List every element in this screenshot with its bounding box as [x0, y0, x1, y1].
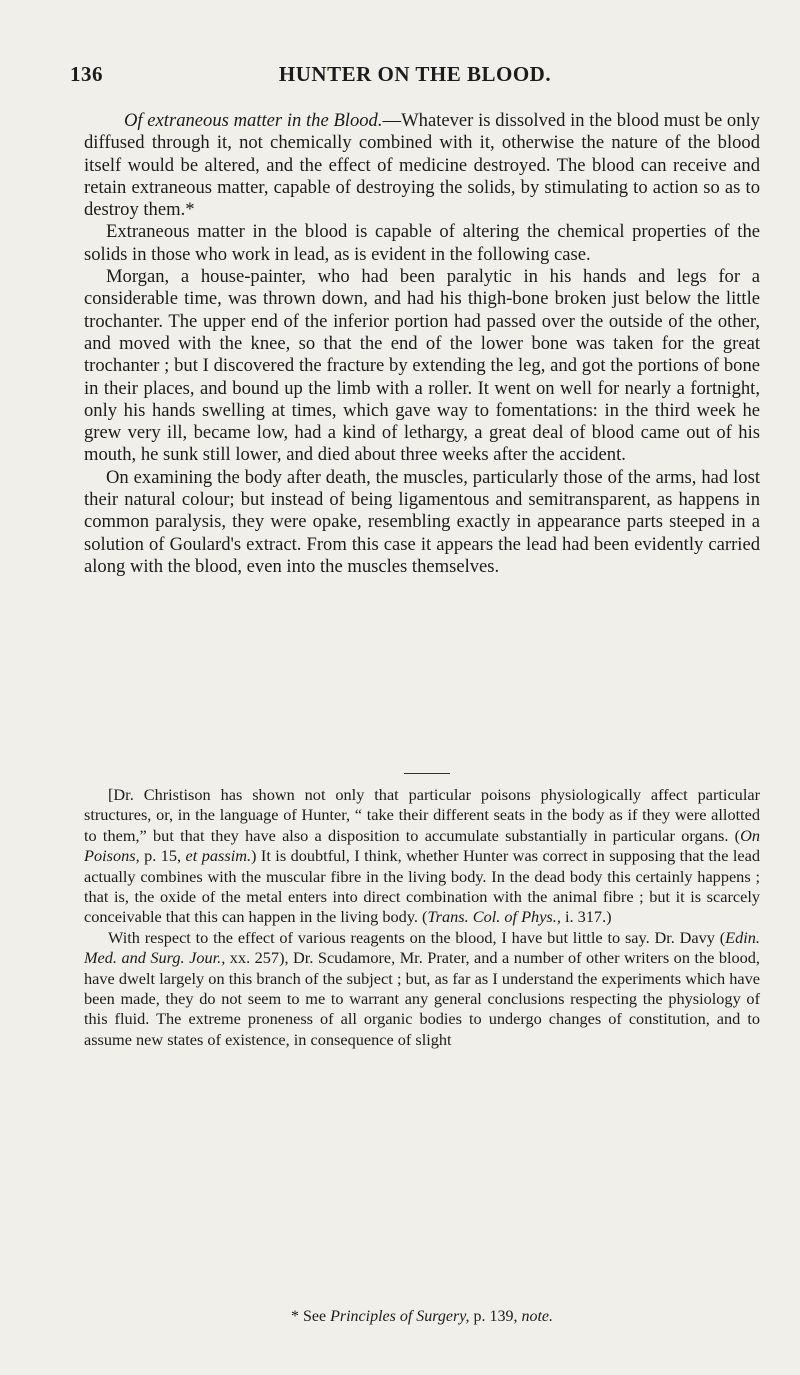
note-text-segment: [Dr. Christison has shown not only that particular poisons physiologically affect particular structures, or, in the language of Hunter, “ take their different seats in the body as if they were allotted to them,” but that they have also a disposition to accumulate substantially in particular organs. ( [84, 785, 760, 845]
paragraph-text: —Whatever is dissolved in the blood must be only diffused through it, not chemically combined with it, otherwise the nature of the blood itself would be altered, and the effect of medicine destroyed. The blood can receive and retain extraneous matter, capable of destroying the solids, by stimulating to action so as to destroy them.* [84, 110, 760, 221]
note-text-segment: ) It is doubtful, I think, whether Hunter was correct in supposing that the lead actually combines with the muscular fibre in the living body. In the dead body this certainly happens ; that is, the oxide of the metal enters into direct combination with the animal fibre ; but it is scarcely conceivable that this can happen in the living body. ( [84, 846, 760, 927]
citation: Edin. Med. and Surg. Jour., [84, 927, 760, 968]
paragraph-lead-workers: Extraneous matter in the blood is capable of altering the chemical properties of the solids in those who work in lead, as is evident in the following case. [84, 221, 760, 265]
footnote-text: note. [521, 1308, 554, 1325]
paragraph-post-mortem: On examining the body after death, the muscles, particularly those of the arms, had lost their natural colour; but instead of being ligamentous and semitransparent, as happens in common paralysis, they were opake, resembling exactly in appearance parts steeped in a solution of Goulard's extract. From this case it appears the lead had been evidently carried along with the blood, even into the muscles themselves. [84, 466, 760, 577]
citation: Trans. Col. of Phys., [427, 907, 561, 927]
note-paragraph-reagents [84, 928, 760, 1050]
note-paragraph-christison [84, 785, 760, 928]
section-heading: Of extraneous matter in the Blood. [124, 110, 383, 131]
main-text [84, 110, 760, 578]
page-number: 136 [70, 62, 103, 86]
editor-note [84, 785, 760, 1050]
page-header [70, 62, 760, 92]
running-title: HUNTER ON THE BLOOD. [278, 62, 552, 86]
note-text-segment: p. 15, [139, 846, 186, 866]
paragraph-morgan-case: Morgan, a house-painter, who had been paralytic in his hands and legs for a considerable time, was thrown down, and had his thigh-bone broken just below the little trochanter. The upper end of the inferior portion had passed over the outside of the other, and moved with the knee, so that the end of the lower bone was taken for the great trochanter ; but I discovered the fracture by extending the leg, and got the portions of bone in their places, and bound up the limb with a roller. It went on well for nearly a fortnight, only his hands swelling at times, which gave way to fomentations: in the third week he grew very ill, became low, had a kind of lethargy, a great deal of blood came out of his mouth, he sunk still lower, and died about three weeks after the accident. [84, 266, 760, 466]
footnote-text: p. 139, [469, 1308, 522, 1325]
footnote-citation: Principles of Surgery, [330, 1308, 470, 1325]
citation: On Poisons, [84, 825, 760, 866]
footnote-text: * See [290, 1308, 331, 1325]
section-divider [404, 773, 450, 774]
note-text-segment: xx. 257), Dr. Scudamore, Mr. Prater, and a number of other writers on the blood, have dwelt largely on this branch of the subject ; but, as far as I understand the experiments which have been made, they do not seem to me to warrant any general conclusions respecting the physiology of this fluid. The extreme proneness of all organic bodies to undergo changes of constitution, and to assume new states of existence, in consequence of slight [84, 948, 760, 1049]
paragraph-extraneous-matter [84, 110, 760, 221]
note-text-segment: With respect to the effect of various reagents on the blood, I have but little to say. Dr. Davy ( [108, 927, 726, 947]
citation: et passim. [185, 846, 252, 866]
footnote [84, 1308, 760, 1326]
note-text-segment: i. 317.) [560, 907, 612, 927]
